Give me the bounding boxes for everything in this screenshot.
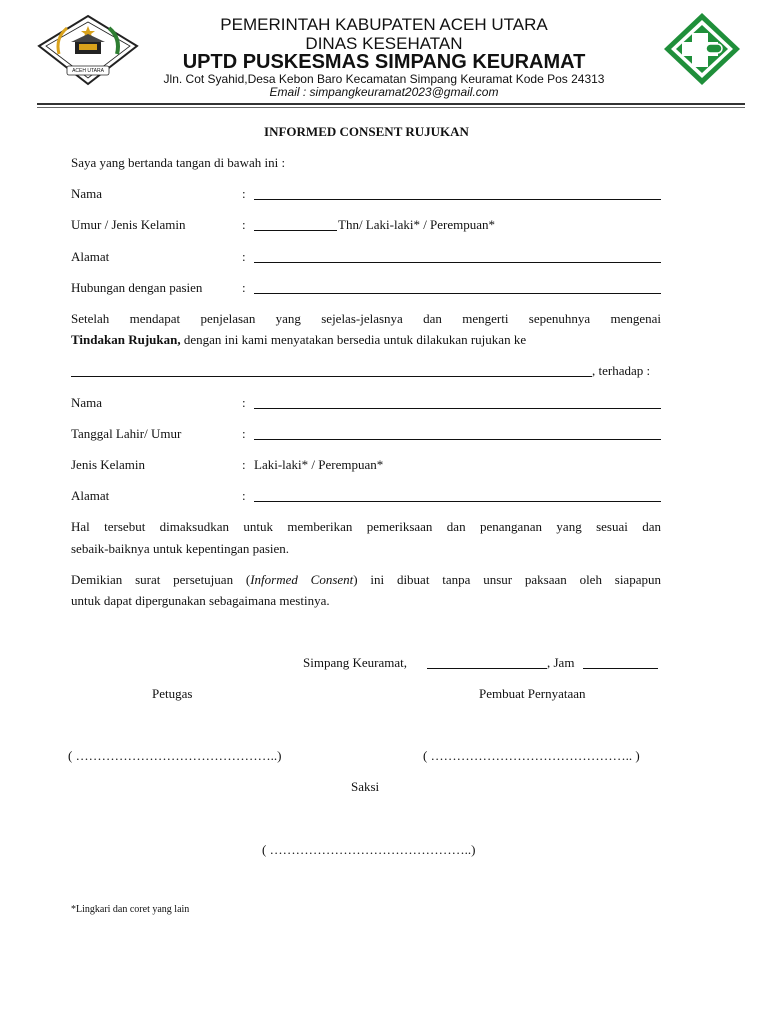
purpose-line2: sebaik-baiknya untuk kepentingan pasien. bbox=[71, 541, 290, 556]
signer-relation-blank[interactable] bbox=[254, 293, 661, 294]
officer-label: Petugas bbox=[152, 686, 193, 701]
patient-gender-options: Laki-laki* / Perempuan* bbox=[254, 457, 384, 472]
consent-pre: Demikian surat persetujuan ( bbox=[71, 572, 251, 587]
field-colon: : bbox=[242, 186, 246, 201]
patient-name-blank[interactable] bbox=[254, 408, 661, 409]
declarant-signature-blank[interactable]: ( ……………………………………….. ) bbox=[423, 748, 640, 763]
document-title: INFORMED CONSENT RUJUKAN bbox=[264, 124, 469, 139]
referral-statement-line1: Setelah mendapat penjelasan yang sejelas-jelasnya dan mengerti sepenuhnya mengenai bbox=[71, 311, 661, 326]
patient-name-label: Nama bbox=[71, 395, 103, 410]
consent-statement-line2: untuk dapat dipergunakan sebagaimana mestinya. bbox=[71, 593, 330, 608]
field-colon: : bbox=[242, 280, 246, 295]
signer-name-label: Nama bbox=[71, 186, 103, 201]
department-name: DINAS KESEHATAN bbox=[305, 34, 463, 53]
institution-name: UPTD PUSKESMAS SIMPANG KEURAMAT bbox=[182, 51, 586, 73]
consent-statement-line1 bbox=[71, 572, 661, 588]
signer-age-blank[interactable] bbox=[254, 230, 337, 231]
referral-statement-rest: dengan ini kami menyatakan bersedia untuk dilakukan rujukan ke bbox=[180, 332, 527, 347]
institution-email: Email : simpangkeuramat2023@gmail.com bbox=[269, 85, 499, 99]
signer-age-gender-options: Thn/ Laki-laki* / Perempuan* bbox=[338, 217, 496, 232]
consent-italic: Informed Consent bbox=[250, 572, 354, 587]
field-colon: : bbox=[242, 249, 246, 264]
time-blank[interactable] bbox=[583, 668, 658, 669]
officer-signature-blank[interactable]: ( ………………………………………..) bbox=[68, 748, 282, 763]
signer-address-blank[interactable] bbox=[254, 262, 661, 263]
seal-caption: ACEH UTARA bbox=[72, 68, 104, 74]
letterhead-rule bbox=[37, 103, 745, 105]
patient-dob-blank[interactable] bbox=[254, 439, 661, 440]
purpose-line1: Hal tersebut dimaksudkan untuk memberikan pemeriksaan dan penanganan yang sesuai dan bbox=[71, 519, 661, 534]
patient-address-label: Alamat bbox=[71, 488, 110, 503]
institution-address: Jln. Cot Syahid,Desa Kebon Baro Kecamatan Simpang Keuramat Kode Pos 24313 bbox=[163, 72, 605, 86]
signer-name-blank[interactable] bbox=[254, 199, 661, 200]
signer-age-gender-label: Umur / Jenis Kelamin bbox=[71, 217, 186, 232]
date-blank[interactable] bbox=[427, 668, 547, 669]
puskesmas-logo bbox=[662, 11, 742, 92]
witness-signature-blank[interactable]: ( ………………………………………..) bbox=[262, 842, 476, 857]
patient-dob-label: Tanggal Lahir/ Umur bbox=[71, 426, 182, 441]
patient-address-blank[interactable] bbox=[254, 501, 661, 502]
referral-action-bold: Tindakan Rujukan, bbox=[71, 332, 181, 347]
government-name: PEMERINTAH KABUPATEN ACEH UTARA bbox=[220, 15, 548, 34]
field-colon: : bbox=[242, 488, 246, 503]
consent-post: ) ini dibuat tanpa unsur paksaan oleh siapapun bbox=[353, 572, 661, 587]
footnote: *Lingkari dan coret yang lain bbox=[71, 904, 190, 915]
time-label: , Jam bbox=[547, 655, 575, 670]
patient-gender-label: Jenis Kelamin bbox=[71, 457, 146, 472]
signer-relation-label: Hubungan dengan pasien bbox=[71, 280, 203, 295]
signer-address-label: Alamat bbox=[71, 249, 110, 264]
intro-text: Saya yang bertanda tangan di bawah ini : bbox=[71, 155, 286, 170]
referral-statement-line2 bbox=[71, 332, 526, 348]
letterhead-rule-thin bbox=[37, 107, 745, 108]
terhadap-text: , terhadap : bbox=[592, 363, 651, 378]
field-colon: : bbox=[242, 426, 246, 441]
referral-destination-blank[interactable] bbox=[71, 376, 592, 377]
field-colon: : bbox=[242, 457, 246, 472]
field-colon: : bbox=[242, 395, 246, 410]
place-label: Simpang Keuramat, bbox=[303, 655, 407, 670]
witness-label: Saksi bbox=[351, 779, 380, 794]
declarant-label: Pembuat Pernyataan bbox=[479, 686, 586, 701]
field-colon: : bbox=[242, 217, 246, 232]
